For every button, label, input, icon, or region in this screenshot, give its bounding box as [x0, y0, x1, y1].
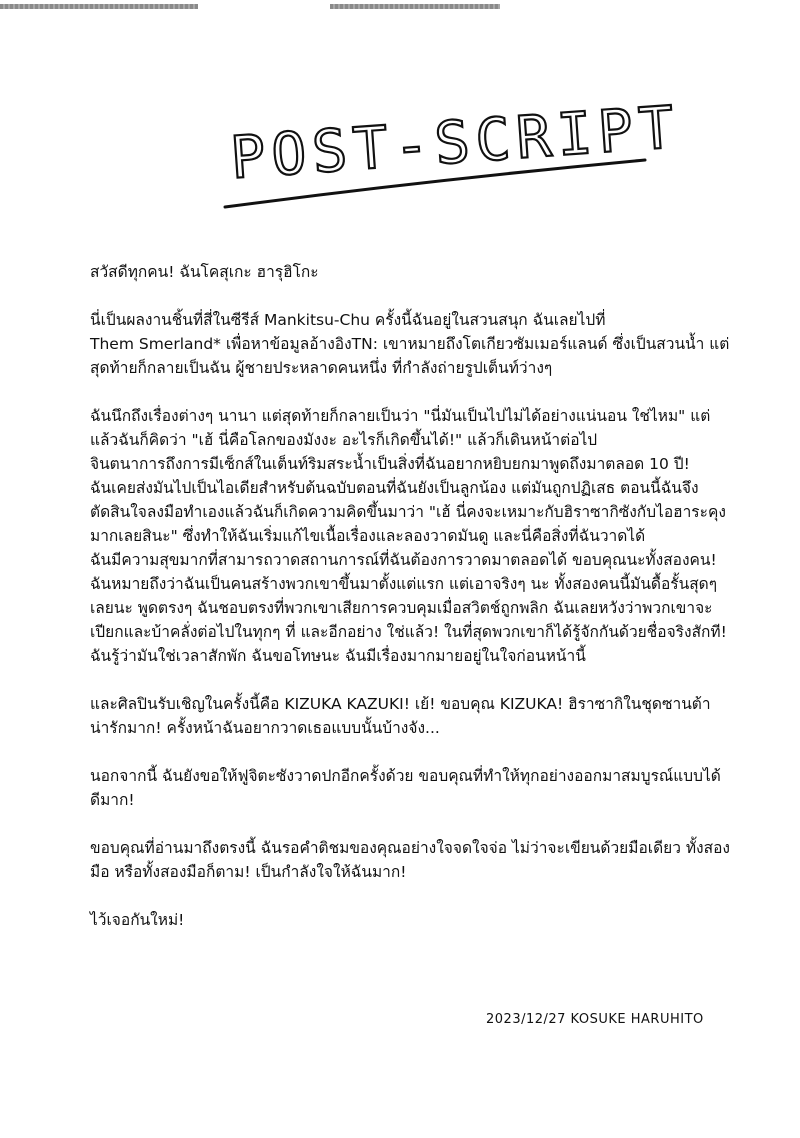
text-line: ขอบคุณที่อ่านมาถึงตรงนี้ ฉันรอคำติชมของคุณอย่างใจจดใจจ่อ ไม่ว่าจะเขียนด้วยมือเดียว ทั้งสอง [90, 839, 730, 857]
paragraph [90, 260, 770, 284]
text-line: ตัดสินใจลงมือทำเองแล้วฉันก็เกิดความคิดขึ้นมาว่า "เฮ้ นี่คงจะเหมาะกับฮิราซากิซังกับไอฮาระคุง [90, 503, 726, 521]
text-line: ฉันหมายถึงว่าฉันเป็นคนสร้างพวกเขาขึ้นมาตั้งแต่แรก แต่เอาจริงๆ นะ ทั้งสองคนนี้มันดื้อรั้นสุดๆ [90, 575, 718, 593]
text-line: นอกจากนี้ ฉันยังขอให้ฟูจิตะซังวาดปกอีกครั้งด้วย ขอบคุณที่ทำให้ทุกอย่างออกมาสมบูรณ์แบบได้ [90, 767, 721, 785]
paragraph [90, 308, 770, 380]
paragraph [90, 908, 770, 932]
text-line: มากเลยสินะ" ซึ่งทำให้ฉันเริ่มแก้ไขเนื้อเรื่องและลองวาดมันดู และนี่คือสิ่งที่ฉันวาดได้ [90, 527, 646, 545]
text-line: เลยนะ พูดตรงๆ ฉันชอบตรงที่พวกเขาเสียการควบคุมเมื่อสวิตช์ถูกพลิก ฉันเลยหวังว่าพวกเขาจะ [90, 599, 713, 617]
postscript-body [90, 260, 770, 956]
paragraph [90, 404, 770, 668]
text-line: และศิลปินรับเชิญในครั้งนี้คือ KIZUKA KAZUKI! เย้! ขอบคุณ KIZUKA! ฮิราซากิในชุดซานต้า [90, 695, 711, 713]
text-line: เปียกและบ้าคลั่งต่อไปในทุกๆ ที่ และอีกอย่าง ใช่แล้ว! ในที่สุดพวกเขาก็ได้รู้จักกันด้วยชื่อจริงสักที! [90, 623, 727, 641]
text-line: ดีมาก! [90, 791, 135, 809]
text-line: นี่เป็นผลงานชิ้นที่สี่ในซีรีส์ Mankitsu-Chu ครั้งนี้ฉันอยู่ในสวนสนุก ฉันเลยไปที่ [90, 311, 606, 329]
paragraph [90, 836, 770, 884]
paragraph [90, 692, 770, 740]
text-line: ฉันนึกถึงเรื่องต่างๆ นานา แต่สุดท้ายก็กลายเป็นว่า "นี่มันเป็นไปไม่ได้อย่างแน่นอน ใช่ไหม" แต่ [90, 407, 711, 425]
text-line: ฉันมีความสุขมากที่สามารถวาดสถานการณ์ที่ฉันต้องการวาดมาตลอดได้ ขอบคุณนะทั้งสองคน! [90, 551, 717, 569]
signature-date: 2023/12/27 KOSUKE HARUHITO [486, 1012, 704, 1027]
paragraph [90, 764, 770, 812]
text-line: ไว้เจอกันใหม่! [90, 911, 185, 929]
text-line: สวัสดีทุกคน! ฉันโคสุเกะ ฮารุฮิโกะ [90, 263, 319, 281]
text-line: Them Smerland* เพื่อหาข้อมูลอ้างอิงTN: เขาหมายถึงโตเกียวซัมเมอร์แลนด์ ซึ่งเป็นสวนน้ำ แต่ [90, 335, 730, 353]
text-line: มือ หรือทั้งสองมือก็ตาม! เป็นกำลังใจให้ฉันมาก! [90, 863, 407, 881]
title-text: POST-SCRIPT [228, 92, 682, 192]
text-line: ฉันเคยส่งมันไปเป็นไอเดียสำหรับต้นฉบับตอนที่ฉันยังเป็นลูกน้อง แต่มันถูกปฏิเสธ ตอนนี้ฉันจึง [90, 479, 699, 497]
text-line: จินตนาการถึงการมีเซ็กส์ในเต็นท์ริมสระน้ำเป็นสิ่งที่ฉันอยากหยิบยกมาพูดถึงมาตลอด 10 ปี! [90, 455, 690, 473]
text-line: ฉันรู้ว่ามันใช่เวลาสักพัก ฉันขอโทษนะ ฉันมีเรื่องมากมายอยู่ในใจก่อนหน้านี้ [90, 647, 586, 665]
text-line: แล้วฉันก็คิดว่า "เฮ้ นี่คือโลกของมังงะ อะไรก็เกิดขึ้นได้!" แล้วก็เดินหน้าต่อไป [90, 431, 598, 449]
post-script-title [0, 0, 800, 230]
text-line: น่ารักมาก! ครั้งหน้าฉันอยากวาดเธอแบบนั้นบ้างจัง... [90, 719, 440, 737]
text-line: สุดท้ายก็กลายเป็นฉัน ผู้ชายประหลาดคนหนึ่ง ที่กำลังถ่ายรูปเต็นท์ว่างๆ [90, 359, 553, 377]
